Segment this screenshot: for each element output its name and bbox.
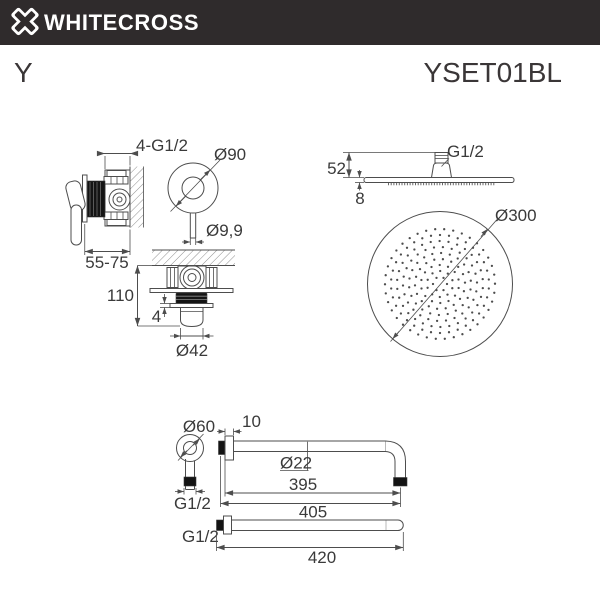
dim-label-plate: Ø90 [214,145,247,164]
dim-label-head-diameter: Ø300 [495,206,537,225]
dim-label-flange-depth: 10 [242,412,261,431]
dim-label-height: 110 [106,286,134,305]
dim-label-plate-offset: 4 [151,307,162,326]
arm-side-view [217,412,407,522]
arm-flange [224,516,232,534]
header [0,0,600,45]
arm-straight-view [182,516,403,567]
handle-hub [181,308,204,327]
escutcheon-plate [170,304,213,308]
dim-label-lever: Ø9,9 [206,221,243,240]
dim-label-head-thread: G1/2 [447,142,484,161]
wall-section [130,167,144,228]
dim-label-flange: Ø60 [182,417,216,436]
series-title: Y [14,57,33,88]
head-front-view [368,206,537,357]
dim-label-ports: 4-G1/2 [136,136,188,155]
arm-flange [225,436,234,460]
dim-label-arm-total: 405 [298,502,328,522]
cartridge-block [87,181,105,217]
adjustable-sleeve [176,293,207,304]
dim-label-depth: 55-75 [85,253,129,272]
dim-label-arm-front-thread: G1/2 [174,494,211,513]
nozzle-dots [384,228,496,340]
dim-label-arm-length: 395 [288,475,318,494]
arm-tube [232,520,404,531]
flange-pipe [184,459,196,490]
dim-label-straight-thread: G1/2 [182,527,219,546]
title-row [14,57,562,88]
model-number: YSET01BL [423,57,562,88]
head-circle [368,212,513,357]
wall-section [152,250,235,266]
dim-label-knob: Ø42 [175,341,209,360]
dim-label-straight-length: 420 [307,548,337,567]
arm-front-view [174,417,215,513]
head-disc [364,178,514,185]
mixer-front-view [168,145,246,245]
head-side-view [327,142,514,208]
brand-name: WHITECROSS [44,10,200,35]
dim-label-head-height: 52 [327,159,346,178]
arm-thread [219,441,226,455]
dim-label-head-thickness: 8 [355,189,365,208]
valve-body-section [150,266,233,293]
arm-tube [234,441,408,486]
mixer-valve-body [104,170,130,226]
dim-label-tube: Ø22 [280,453,313,473]
